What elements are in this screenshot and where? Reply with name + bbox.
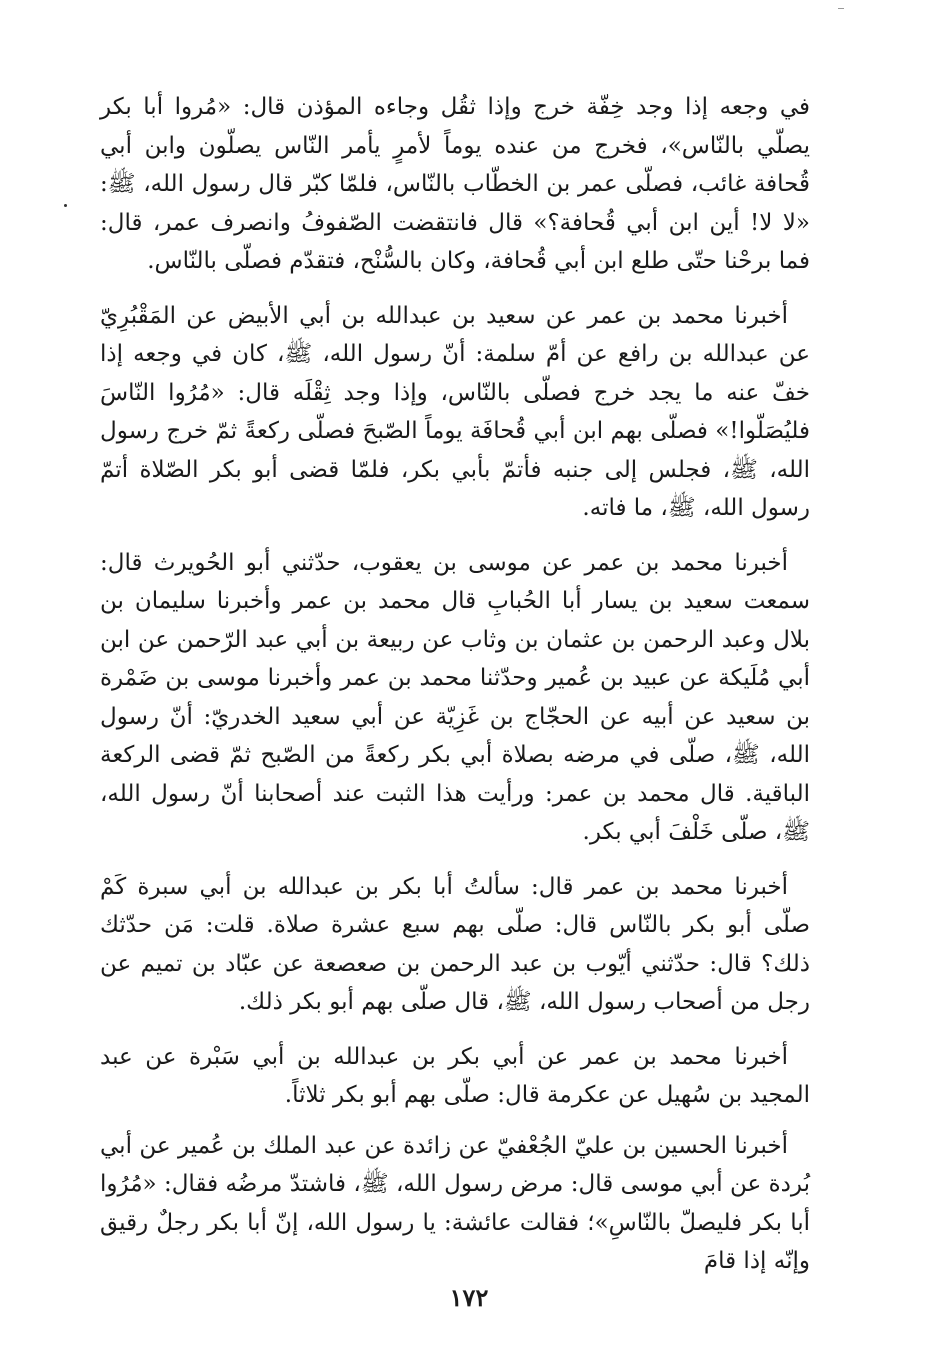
paragraph-3: أخبرنا محمد بن عمر عن موسى بن يعقوب، حدّثني أبو الحُويرث قال: سمعت سعيد بن يسار أبا الحُبابِ قال محمد بن عمر وأخبرنا سليمان بن بلال وعبد الرحمن بن عثمان بن وثاب عن ربيعة بن أبي عبد الرّحمن عن ابن أبي مُلَيكة عن عبيد بن عُمير وحدّثنا محمد بن عمر وأخبرنا موسى بن ضَمْرة بن سعيد عن أبيه عن الحجّاج بن غَزِيّة عن أبي سعيد الخدريّ: أنّ رسول الله، ﷺ، صلّى في مرضه بصلاة أبي بكر ركعةً من الصّبح ثمّ قضى الركعة الباقية. قال محمد بن عمر: ورأيت هذا الثبت عند أصحابنا أنّ رسول الله، ﷺ، صلّى خَلْفَ أبي بكر. xyxy=(100,549,810,845)
paragraph-6: أخبرنا الحسين بن عليّ الجُعْفيّ عن زائدة عن عبد الملك بن عُمير عن أبي بُردة عن أبي موسى قال: مرض رسول الله، ﷺ، فاشتدّ مرضُه فقال: «مُرُوا أبا بكر فليصلّ بالنّاسِ»؛ فقالت عائشة: يا رسول الله، إنّ أبا بكر رجلٌ رقيق وإنّه إذا قامَ xyxy=(100,1132,810,1274)
page-number: ١٧٢ xyxy=(449,1283,489,1312)
paragraph-1: في وجعه إذا وجد خِفّة خرج وإذا ثقُل وجاءه المؤذن قال: «مُروا أبا بكر يصلّي بالنّاس»، فخرج من عنده يوماً لأمرٍ يأمر النّاس يصلّون وابن أبي قُحافة غائب، فصلّى عمر بن الخطّاب بالنّاس، فلمّا كبّر قال رسول الله، ﷺ: «لا لا! أين ابن أبي قُحافة؟» قال فانتقضت الصّفوفُ وانصرف عمر، قال: فما برحْنا حتّى طلع ابن أبي قُحافة، وكان بالسُّنْح، فتقدّم فصلّى بالنّاس. xyxy=(100,94,810,274)
scan-mark xyxy=(838,8,844,9)
document-body xyxy=(100,88,810,1281)
scan-speck xyxy=(64,204,67,207)
paragraph-4: أخبرنا محمد بن عمر قال: سألتُ أبا بكر بن عبدالله بن أبي سبرة كَمْ صلّى أبو بكر بالنّاس قال: صلّى بهم سبع عشرة صلاة. قلت: مَن حدّثك ذلك؟ قال: حدّثني أيّوب بن عبد الرحمن بن صعصعة عن عبّاد بن تميم عن رجل من أصحاب رسول الله، ﷺ، قال صلّى بهم أبو بكر ذلك. xyxy=(100,873,810,1015)
paragraph-5: أخبرنا محمد بن عمر عن أبي بكر بن عبدالله بن أبي سَبْرة عن عبد المجيد بن سُهيل عن عكرمة قال: صلّى بهم أبو بكر ثلاثاً. xyxy=(100,1043,810,1108)
paragraph-2: أخبرنا محمد بن عمر عن سعيد بن عبدالله بن أبي الأبيض عن المَقْبُرِيّ عن عبدالله بن رافع عن أمّ سلمة: أنّ رسول الله، ﷺ، كان في وجعه إذا خفّ عنه ما يجد خرج فصلّى بالنّاس، وإذا وجد ثِقْلَه قال: «مُرُوا النّاسَ فليُصَلّوا!» فصلّى بهم ابن أبي قُحافَة يوماً الصّبحَ فصلّى ركعةً ثمّ خرج رسول الله، ﷺ، فجلس إلى جنبه فأتمّ بأبي بكر، فلمّا قضى أبو بكر الصّلاة أتمّ رسول الله، ﷺ، ما فاته. xyxy=(100,302,810,521)
